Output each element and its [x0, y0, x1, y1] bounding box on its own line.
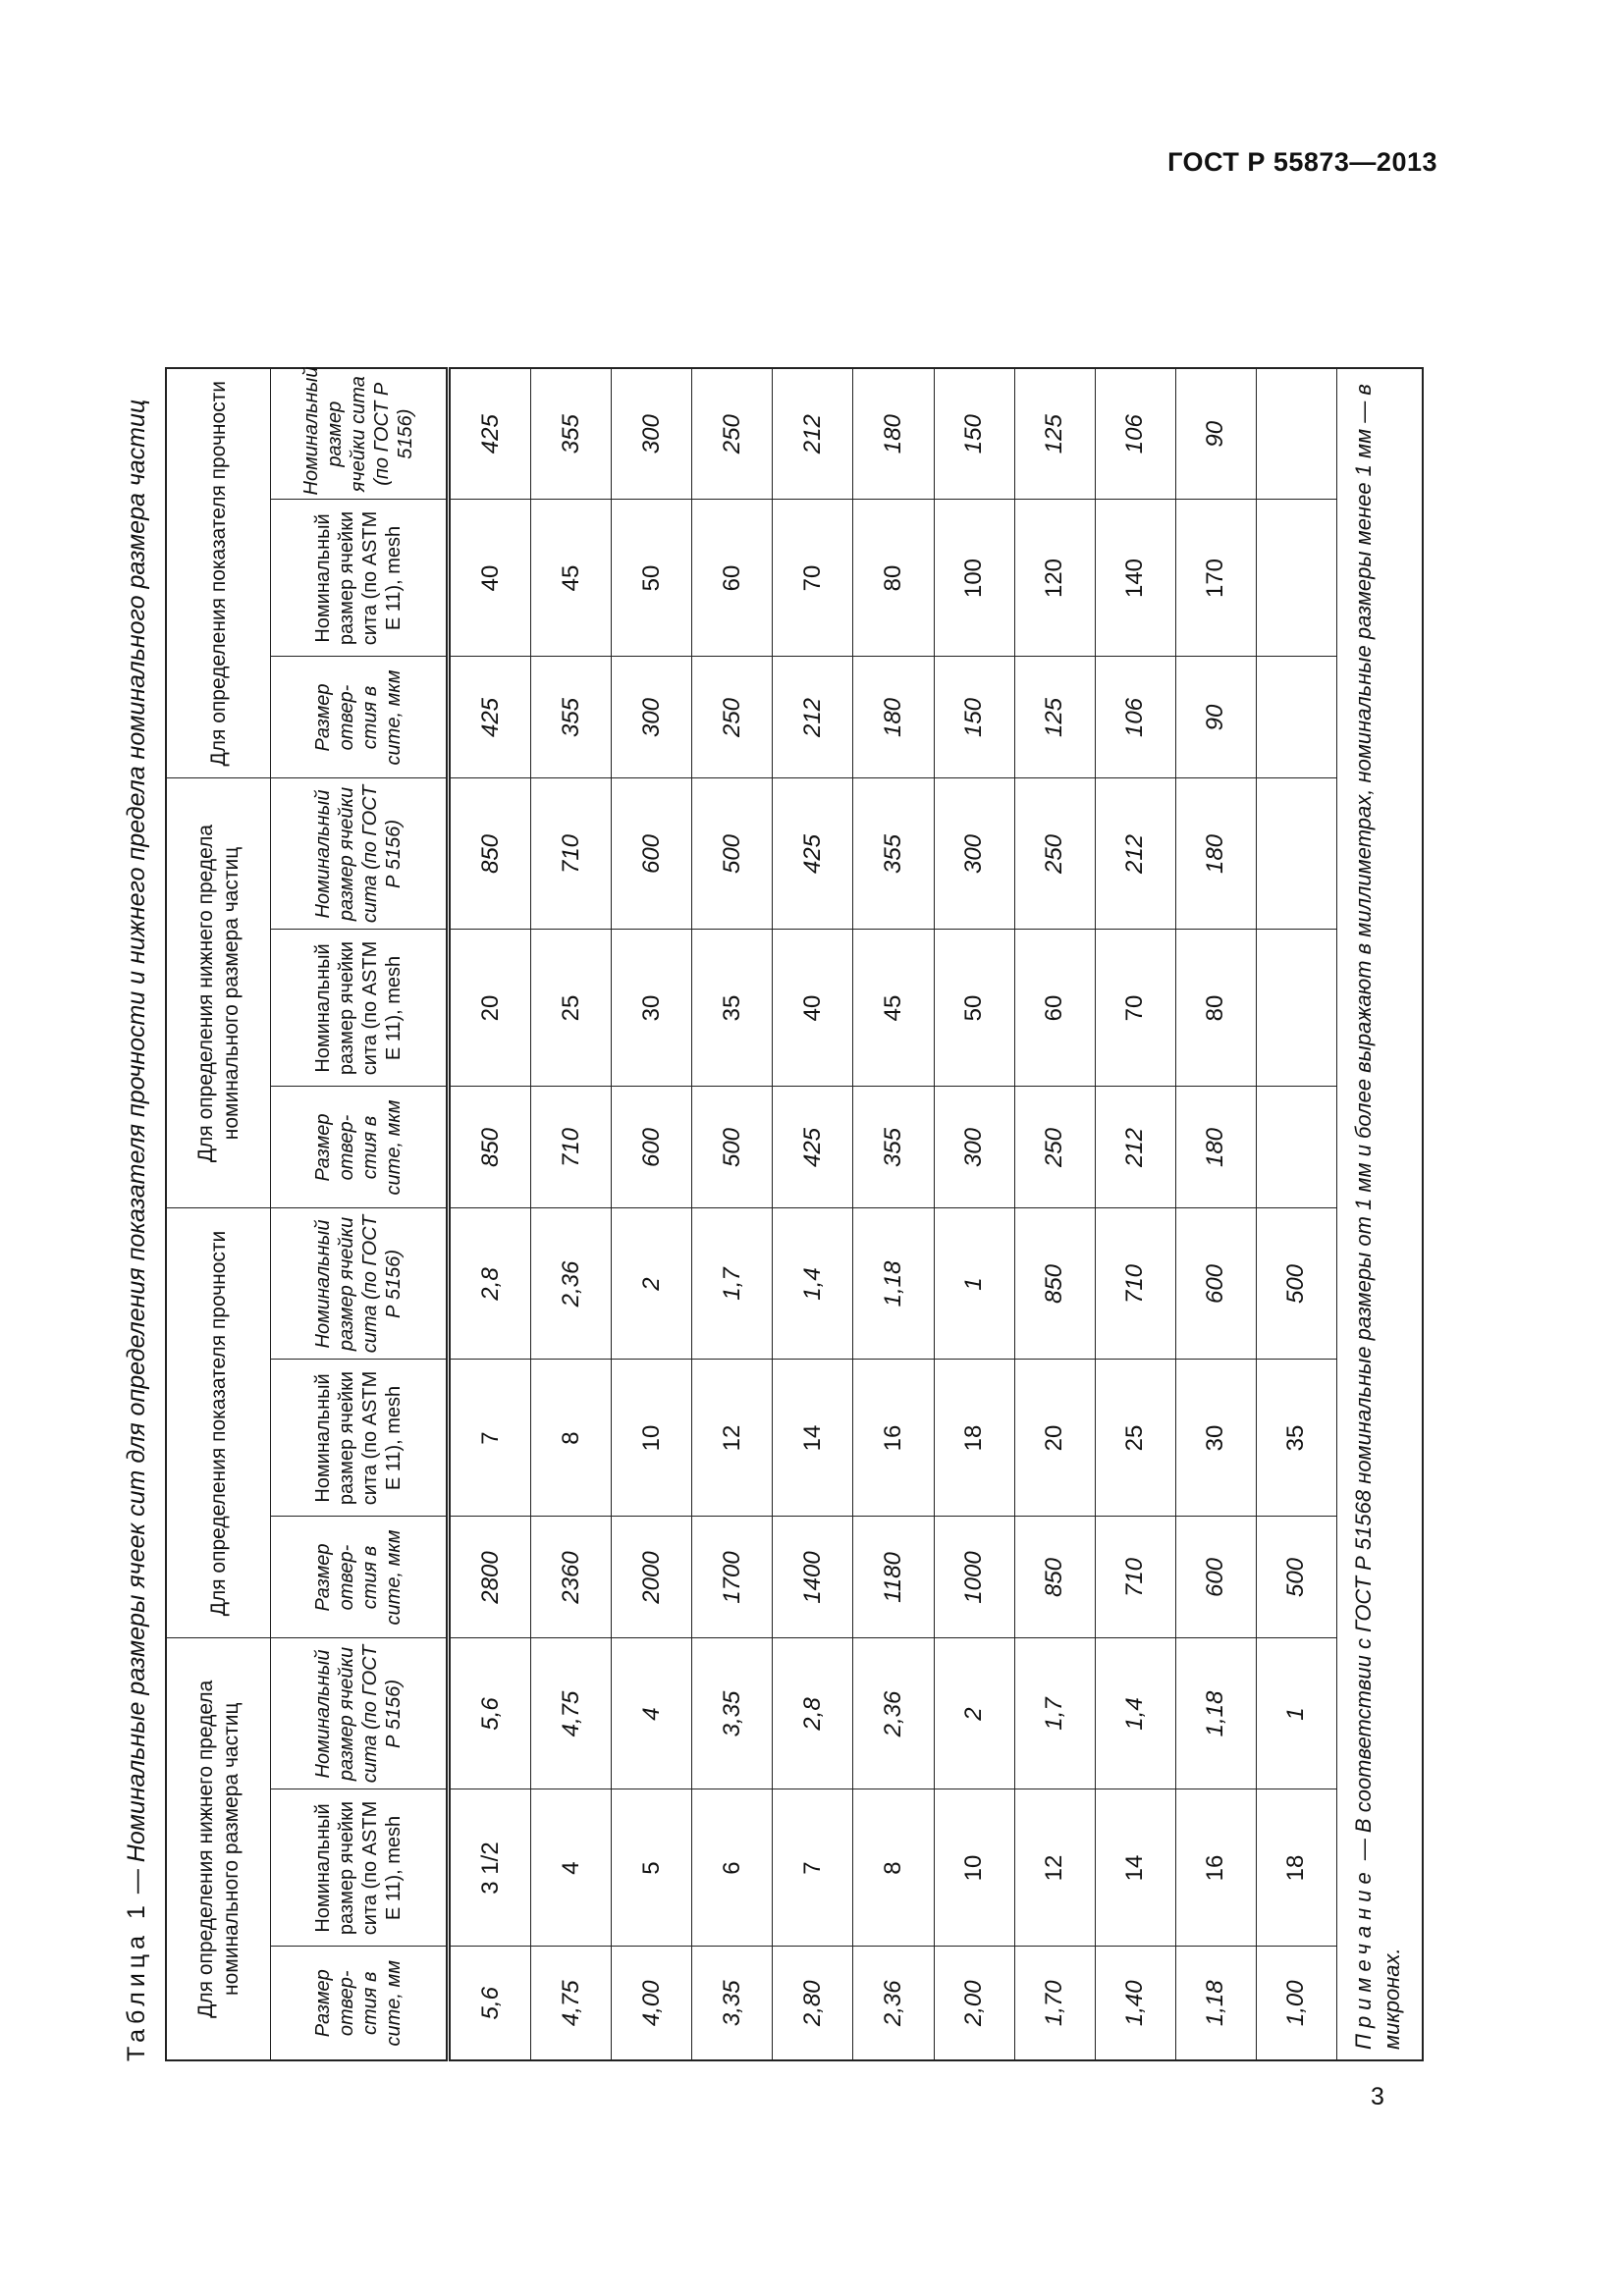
- table-cell: 1,70: [1014, 1947, 1095, 2060]
- table-cell: 60: [692, 500, 773, 657]
- table-cell: 425: [773, 778, 853, 930]
- table-cell: 120: [1014, 500, 1095, 657]
- table-cell: 2: [934, 1638, 1014, 1789]
- table-cell: 300: [612, 368, 692, 500]
- table-cell: 7: [773, 1789, 853, 1947]
- table-cell: 80: [1175, 930, 1256, 1087]
- table-cell: 250: [1014, 1087, 1095, 1208]
- column-header: Номинальный размер ячейки сита (по ASTM E 11), mesh: [271, 1360, 449, 1517]
- table-cell: 16: [1175, 1789, 1256, 1947]
- table-row: [531, 368, 612, 2060]
- table-cell: 2800: [449, 1517, 531, 1638]
- table-cell: 7: [449, 1360, 531, 1517]
- table-cell: 60: [1014, 930, 1095, 1087]
- table-cell: 14: [773, 1360, 853, 1517]
- table-cell: 90: [1175, 368, 1256, 500]
- table-cell: 30: [1175, 1360, 1256, 1517]
- column-header: Номинальный размер ячейки сита (по ASTM E 11), mesh: [271, 930, 449, 1087]
- table-caption-dash: —: [123, 1862, 150, 1901]
- table-note: [1337, 368, 1424, 2060]
- table-cell: 355: [531, 657, 612, 778]
- table-cell: 30: [612, 930, 692, 1087]
- table-cell: 180: [1175, 1087, 1256, 1208]
- table-caption: [108, 393, 165, 2061]
- table-cell: 2,36: [853, 1638, 934, 1789]
- table-cell: [1256, 930, 1336, 1087]
- page-number: 3: [1371, 2083, 1384, 2110]
- table-cell: 1000: [934, 1517, 1014, 1638]
- table-cell: 1,40: [1095, 1947, 1175, 2060]
- table-row: [692, 368, 773, 2060]
- sieve-table: [165, 367, 1424, 2061]
- column-header: Размер отвер-стия в сите, мкм: [271, 1087, 449, 1208]
- table-cell: 45: [853, 930, 934, 1087]
- table-cell: 6: [692, 1789, 773, 1947]
- table-cell: 90: [1175, 657, 1256, 778]
- table-cell: 355: [853, 1087, 934, 1208]
- table-cell: 710: [1095, 1208, 1175, 1360]
- table-cell: 50: [934, 930, 1014, 1087]
- table-cell: [1256, 657, 1336, 778]
- table-cell: 5,6: [449, 1947, 531, 2060]
- table-cell: 180: [1175, 778, 1256, 930]
- column-header: Номинальный размер ячейки сита (по ASTM E 11), mesh: [271, 500, 449, 657]
- table-cell: 8: [531, 1360, 612, 1517]
- group-header-strength-1: Для определения показателя прочности: [166, 1208, 271, 1638]
- table-cell: 2,36: [531, 1208, 612, 1360]
- table-cell: 1180: [853, 1517, 934, 1638]
- table-cell: 3,35: [692, 1947, 773, 2060]
- table-cell: 1,18: [1175, 1638, 1256, 1789]
- table-cell: 125: [1014, 657, 1095, 778]
- table-cell: 355: [853, 778, 934, 930]
- table-cell: 5: [612, 1789, 692, 1947]
- table-wrapper: [165, 366, 1424, 2061]
- table-cell: 150: [934, 368, 1014, 500]
- table-row: [1175, 368, 1256, 2060]
- table-cell: 500: [1256, 1517, 1336, 1638]
- column-header: Номинальный размер ячейки сита (по ГОСТ Р 5156): [271, 368, 449, 500]
- table-cell: 150: [934, 657, 1014, 778]
- table-cell: 40: [449, 500, 531, 657]
- table-cell: 850: [449, 1087, 531, 1208]
- table-cell: 70: [1095, 930, 1175, 1087]
- table-cell: 2000: [612, 1517, 692, 1638]
- table-cell: 50: [612, 500, 692, 657]
- table-row: [612, 368, 692, 2060]
- table-cell: 140: [1095, 500, 1175, 657]
- table-cell: 425: [449, 657, 531, 778]
- table-cell: 4,75: [531, 1947, 612, 2060]
- table-cell: 2,80: [773, 1947, 853, 2060]
- table-cell: 710: [531, 1087, 612, 1208]
- table-cell: 18: [934, 1360, 1014, 1517]
- table-cell: 600: [1175, 1517, 1256, 1638]
- table-cell: 2,00: [934, 1947, 1014, 2060]
- table-cell: 170: [1175, 500, 1256, 657]
- table-cell: 100: [934, 500, 1014, 657]
- table-cell: 1,4: [1095, 1638, 1175, 1789]
- table-cell: 1,7: [692, 1208, 773, 1360]
- table-cell: 35: [1256, 1360, 1336, 1517]
- table-cell: 12: [1014, 1789, 1095, 1947]
- column-header: Размер отвер-стия в сите, мм: [271, 1947, 449, 2060]
- table-cell: 425: [449, 368, 531, 500]
- table-cell: 180: [853, 657, 934, 778]
- table-cell: 212: [1095, 1087, 1175, 1208]
- table-row: [1014, 368, 1095, 2060]
- table-cell: [1256, 1087, 1336, 1208]
- table-cell: 1,18: [853, 1208, 934, 1360]
- table-cell: 3,35: [692, 1638, 773, 1789]
- table-row: [934, 368, 1014, 2060]
- table-cell: 355: [531, 368, 612, 500]
- table-cell: 710: [531, 778, 612, 930]
- column-header: Размер отвер-стия в сите, мкм: [271, 1517, 449, 1638]
- table-cell: 300: [934, 778, 1014, 930]
- table-cell: 850: [1014, 1208, 1095, 1360]
- table-cell: 600: [1175, 1208, 1256, 1360]
- table-body: [449, 368, 1337, 2060]
- table-cell: [1256, 368, 1336, 500]
- rotated-content: [108, 366, 1424, 2061]
- table-cell: 2,36: [853, 1947, 934, 2060]
- table-cell: 4,00: [612, 1947, 692, 2060]
- group-header-lower-limit-2: Для определения нижнего предела номинального размера частиц: [166, 778, 271, 1208]
- table-cell: 850: [449, 778, 531, 930]
- table-caption-title: Номинальные размеры ячеек сит для определения показателя прочности и нижнего предела номинального размера частиц: [123, 399, 150, 1863]
- table-cell: 5,6: [449, 1638, 531, 1789]
- table-cell: 35: [692, 930, 773, 1087]
- table-cell: 20: [449, 930, 531, 1087]
- column-header: Номинальный размер ячейки сита (по ГОСТ Р 5156): [271, 1208, 449, 1360]
- table-cell: 850: [1014, 1517, 1095, 1638]
- table-cell: 600: [612, 778, 692, 930]
- table-cell: 250: [692, 657, 773, 778]
- column-header: Номинальный размер ячейки сита (по ГОСТ Р 5156): [271, 1638, 449, 1789]
- table-cell: 10: [934, 1789, 1014, 1947]
- table-cell: 14: [1095, 1789, 1175, 1947]
- table-cell: 1: [934, 1208, 1014, 1360]
- table-cell: 10: [612, 1360, 692, 1517]
- table-cell: 12: [692, 1360, 773, 1517]
- table-cell: 70: [773, 500, 853, 657]
- table-cell: 212: [773, 657, 853, 778]
- table-cell: 2360: [531, 1517, 612, 1638]
- table-cell: 2,8: [449, 1208, 531, 1360]
- table-cell: 8: [853, 1789, 934, 1947]
- table-cell: 180: [853, 368, 934, 500]
- table-cell: 1,4: [773, 1208, 853, 1360]
- table-cell: 106: [1095, 368, 1175, 500]
- table-cell: 80: [853, 500, 934, 657]
- table-cell: 600: [612, 1087, 692, 1208]
- table-cell: 212: [1095, 778, 1175, 930]
- table-cell: 250: [1014, 778, 1095, 930]
- table-cell: 212: [773, 368, 853, 500]
- table-cell: 1,00: [1256, 1947, 1336, 2060]
- table-row: [773, 368, 853, 2060]
- table-cell: 18: [1256, 1789, 1336, 1947]
- table-cell: 3 1/2: [449, 1789, 531, 1947]
- table-cell: 2: [612, 1208, 692, 1360]
- group-header-lower-limit-1: Для определения нижнего предела номинального размера частиц: [166, 1638, 271, 2060]
- table-cell: 125: [1014, 368, 1095, 500]
- group-header-strength-2: Для определения показателя прочности: [166, 368, 271, 778]
- table-cell: 250: [692, 368, 773, 500]
- table-cell: 710: [1095, 1517, 1175, 1638]
- table-cell: 1,7: [1014, 1638, 1095, 1789]
- table-cell: 1,18: [1175, 1947, 1256, 2060]
- table-cell: 45: [531, 500, 612, 657]
- column-header: Номинальный размер ячейки сита (по ASTM E 11), mesh: [271, 1789, 449, 1947]
- table-cell: [1256, 500, 1336, 657]
- column-header: Номинальный размер ячейки сита (по ГОСТ Р 5156): [271, 778, 449, 930]
- table-cell: 425: [773, 1087, 853, 1208]
- document-code: ГОСТ Р 55873—2013: [1167, 147, 1437, 177]
- table-row: [853, 368, 934, 2060]
- table-cell: 4,75: [531, 1638, 612, 1789]
- note-row: [1337, 368, 1424, 2060]
- table-cell: 500: [1256, 1208, 1336, 1360]
- table-cell: 2,8: [773, 1638, 853, 1789]
- table-caption-label: Таблица 1: [123, 1900, 150, 2061]
- table-cell: 1400: [773, 1517, 853, 1638]
- table-cell: 20: [1014, 1360, 1095, 1517]
- table-cell: 4: [612, 1638, 692, 1789]
- table-cell: 300: [934, 1087, 1014, 1208]
- table-cell: 40: [773, 930, 853, 1087]
- table-cell: 1700: [692, 1517, 773, 1638]
- note-label: Примечание: [1351, 1866, 1376, 2050]
- note-text: — В соответствии с ГОСТ Р 51568 номинальные размеры от 1 мм и более выражают в миллиметрах, номинальные размеры менее 1 мм — в микронах.: [1351, 384, 1404, 2050]
- table-cell: 4: [531, 1789, 612, 1947]
- table-row: [1095, 368, 1175, 2060]
- table-cell: 25: [1095, 1360, 1175, 1517]
- table-cell: 300: [612, 657, 692, 778]
- table-cell: 500: [692, 1087, 773, 1208]
- table-row: [449, 368, 531, 2060]
- table-row: [1256, 368, 1336, 2060]
- table-cell: 1: [1256, 1638, 1336, 1789]
- table-cell: 16: [853, 1360, 934, 1517]
- column-header: Размер отвер-стия в сите, мкм: [271, 657, 449, 778]
- table-cell: 25: [531, 930, 612, 1087]
- table-cell: 106: [1095, 657, 1175, 778]
- table-cell: 500: [692, 778, 773, 930]
- table-cell: [1256, 778, 1336, 930]
